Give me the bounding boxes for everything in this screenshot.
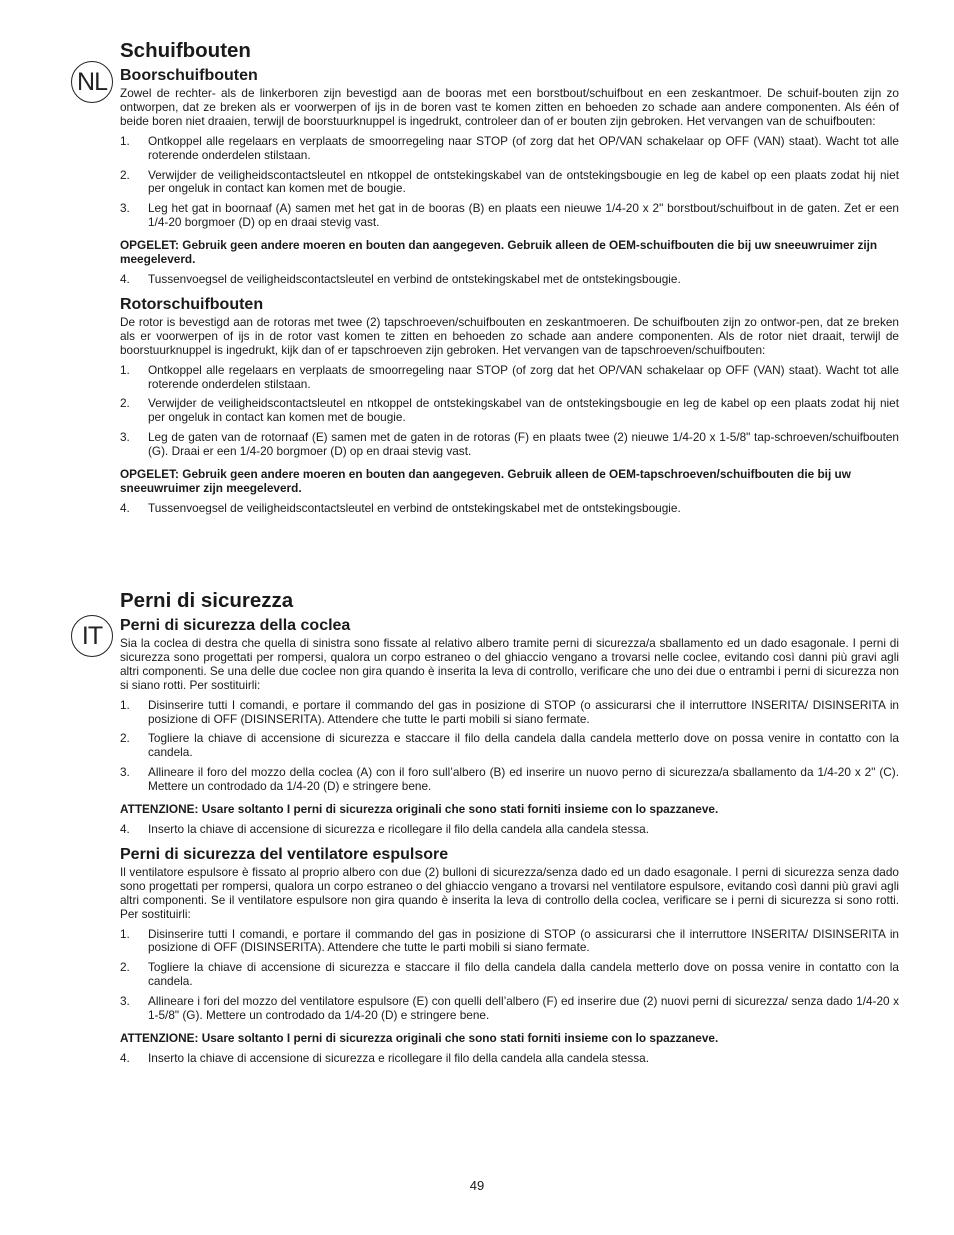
step-list-rotor-final bbox=[120, 502, 899, 516]
step-list-boor-final bbox=[120, 273, 899, 287]
step-list-ventilatore bbox=[120, 928, 899, 1023]
step-number: 1. bbox=[120, 133, 130, 148]
list-item bbox=[120, 961, 899, 989]
language-badge-it: IT bbox=[71, 615, 113, 657]
intro-paragraph-ventilatore: Il ventilatore espulsore è fissato al proprio albero con due (2) bulloni di sicurezza/senza dado ed un dado esagonale. I perni di sicurezza senza dado sono progettati per rompersi, qualora un corpo estraneo o del ghiaccio vengano a trovarsi nel ventilatore espulsore, evitando così danni più gravi agli altri componenti. Se il ventilatore espulsore non gira quando è inserita la leva di controllo della coclea, verificare se i perni di sicurezza si sono rotti. Per sostituirli: bbox=[120, 864, 899, 921]
list-item bbox=[120, 1052, 899, 1066]
list-item bbox=[120, 431, 899, 459]
step-text: Leg het gat in boornaaf (A) samen met het gat in de booras (B) en plaats een nieuwe 1/4-20 x 2" borstbout/schuifbout in de gaten. Zet er een 1/4-20 borgmoer (D) op en draai stevig vast. bbox=[148, 201, 899, 230]
list-item bbox=[120, 995, 899, 1023]
intro-paragraph-rotor: De rotor is bevestigd aan de rotoras met twee (2) tapschroeven/schuifbouten en zeskantmoeren. De schuifbouten zijn zo ontwor-pen, dat ze breken als er voorwerpen of ijs in de rotor vast komen te zitten en behoeden zo schade aan andere componenten. Als de rotor niet draait, terwijl de boorstuurknuppel is ingedrukt, kijk dan of er tapschroeven zijn gebroken. Het vervangen van de tapschroeven/schuifbouten: bbox=[120, 314, 899, 357]
list-item bbox=[120, 928, 899, 956]
step-list-boor bbox=[120, 135, 899, 230]
step-list-coclea bbox=[120, 699, 899, 794]
list-item bbox=[120, 135, 899, 163]
subsection-title-coclea: Perni di sicurezza della coclea bbox=[120, 617, 351, 634]
step-text: Leg de gaten van de rotornaaf (E) samen met de gaten in de rotoras (F) en plaats twee (2) nieuwe 1/4-20 x 1-5/8" tap-schroeven/schuifbouten (G). Draai er een 1/4-20 borgmoer (D) op en draai stevig vast. bbox=[148, 430, 899, 459]
step-number: 1. bbox=[120, 362, 130, 377]
list-item bbox=[120, 397, 899, 425]
subsection-title-boor: Boorschuifbouten bbox=[120, 67, 258, 84]
list-item bbox=[120, 823, 899, 837]
step-number: 1. bbox=[120, 697, 130, 712]
list-item bbox=[120, 502, 899, 516]
step-number: 2. bbox=[120, 167, 130, 182]
subsection-title-ventilatore: Perni di sicurezza del ventilatore espulsore bbox=[120, 845, 449, 863]
list-item bbox=[120, 364, 899, 392]
step-text: Togliere la chiave di accensione di sicurezza e staccare il filo della candela dalla candela metterlo dove on possa venire in contatto con la candela. bbox=[148, 960, 899, 989]
step-number: 3. bbox=[120, 994, 130, 1009]
list-item bbox=[120, 202, 899, 230]
step-text: Togliere la chiave di accensione di sicurezza e staccare il filo della candela dalla candela metterlo dove on possa venire in contatto con la candela. bbox=[148, 731, 899, 760]
section-nl bbox=[120, 39, 899, 516]
section-it bbox=[120, 589, 899, 1066]
step-number: 4. bbox=[120, 500, 130, 515]
step-number: 3. bbox=[120, 201, 130, 216]
step-list-rotor bbox=[120, 364, 899, 459]
step-number: 2. bbox=[120, 731, 130, 746]
step-list-coclea-final bbox=[120, 823, 899, 837]
step-text: Inserto la chiave di accensione di sicurezza e ricollegare il filo della candela alla candela stessa. bbox=[148, 821, 649, 836]
warning-paragraph-rotor: OPGELET: Gebruik geen andere moeren en bouten dan aangegeven. Gebruik alleen de OEM-tapschroeven/schuifbouten die bij uw sneeuwruimer zijn meegeleverd. bbox=[120, 467, 851, 495]
step-number: 4. bbox=[120, 821, 130, 836]
step-text: Disinserire tutti I comandi, e portare il commando del gas in posizione di STOP (o assicurarsi che il interruttore INSERITA/ DISINSERITA in posizione di OFF (DISINSERITA). Attendere che tutte le parti mobili si siano fermate. bbox=[148, 697, 899, 726]
step-number: 3. bbox=[120, 430, 130, 445]
step-text: Ontkoppel alle regelaars en verplaats de smoorregeling naar STOP (of zorg dat het OP/VAN schakelaar op OFF (VAN) staat). Wacht tot alle roterende onderdelen stilstaan. bbox=[148, 133, 899, 162]
step-text: Tussenvoegsel de veiligheidscontactsleutel en verbind de ontstekingskabel met de ontstekingsbougie. bbox=[148, 271, 681, 286]
step-number: 4. bbox=[120, 271, 130, 286]
list-item bbox=[120, 169, 899, 197]
list-item bbox=[120, 273, 899, 287]
list-item bbox=[120, 766, 899, 794]
intro-paragraph-coclea: Sia la coclea di destra che quella di sinistra sono fissate al relativo albero tramite perni di sicurezza/a sballamento ed un dado esagonale. I perni di sicurezza sono progettati per rompersi, qualora un corpo estraneo o del ghiaccio vengano a trovarsi nelle coclee, evitando così danni più gravi agli altri componenti. Se una delle due coclee non gira quando è inserita la leva di controllo, verificare che uno dei due o entrambi i perni di sicurezza non si siano rotti. Per sostituirli: bbox=[120, 636, 899, 692]
warning-paragraph-ventilatore: ATTENZIONE: Usare soltanto I perni di sicurezza originali che sono stati forniti insieme con lo spazzaneve. bbox=[120, 1030, 719, 1045]
step-text: Tussenvoegsel de veiligheidscontactsleutel en verbind de ontstekingskabel met de ontstekingsbougie. bbox=[148, 500, 681, 515]
section-title-it: Perni di sicurezza bbox=[120, 589, 294, 612]
step-number: 2. bbox=[120, 396, 130, 411]
section-title-nl: Schuifbouten bbox=[120, 39, 251, 62]
step-number: 2. bbox=[120, 960, 130, 975]
step-text: Verwijder de veiligheidscontactsleutel en ntkoppel de ontstekingskabel van de ontstekingsbougie en leg de kabel op een plaats zodat hij niet per ongeluk in contact kan komen met de bougie. bbox=[148, 167, 899, 196]
step-list-ventilatore-final bbox=[120, 1052, 899, 1066]
list-item bbox=[120, 699, 899, 727]
page-number: 49 bbox=[469, 1178, 485, 1193]
intro-paragraph-boor: Zowel de rechter- als de linkerboren zijn bevestigd aan de booras met een borstbout/schuifbout en een zeskantmoer. De schuif-bouten zijn zo ontworpen, dat ze breken als er voorwerpen of ijs in de boren vast te komen zitten en behoeden zo schade aan andere componenten. Als één of beide boren niet draaien, terwijl de boorstuurknuppel is ingedrukt, controleer dan of er bouten zijn gebroken. Het vervangen van de schuifbouten: bbox=[120, 86, 899, 128]
step-text: Inserto la chiave di accensione di sicurezza e ricollegare il filo della candela alla candela stessa. bbox=[148, 1050, 649, 1065]
step-text: Allineare i fori del mozzo del ventilatore espulsore (E) con quelli dell’albero (F) ed inserire due (2) nuovi perni di sicurezza/ senza dado 1/4-20 x 1-5/8" (G). Mettere un controdado da 1/4-20 (D) e stringere bene. bbox=[148, 994, 899, 1023]
step-text: Allineare il foro del mozzo della coclea (A) con il foro sull’albero (B) ed inserire un nuovo perno di sicurezza/a sballamento da 1/4-20 x 2" (C). Mettere un controdado da 1/4-20 (D) e stringere bene. bbox=[148, 765, 899, 794]
warning-paragraph-coclea: ATTENZIONE: Usare soltanto I perni di sicurezza originali che sono stati forniti insieme con lo spazzaneve. bbox=[120, 802, 719, 817]
list-item bbox=[120, 732, 899, 760]
step-text: Disinserire tutti I comandi, e portare il commando del gas in posizione di STOP (o assicurarsi che il interruttore INSERITA/ DISINSERITA in posizione di OFF (DISINSERITA). Attendere che tutte le parti mobili si siano fermate. bbox=[148, 926, 899, 955]
language-badge-nl: NL bbox=[71, 61, 113, 103]
subsection-title-rotor: Rotorschuifbouten bbox=[120, 295, 264, 313]
step-number: 1. bbox=[120, 926, 130, 941]
step-text: Verwijder de veiligheidscontactsleutel en ntkoppel de ontstekingskabel van de ontstekingsbougie en leg de kabel op een plaats zodat hij niet per ongeluk in contact kan komen met de bougie. bbox=[148, 396, 899, 425]
step-number: 3. bbox=[120, 765, 130, 780]
warning-paragraph-boor: OPGELET: Gebruik geen andere moeren en bouten dan aangegeven. Gebruik alleen de OEM-schuifbouten die bij uw sneeuwruimer zijn meegeleverd. bbox=[120, 238, 878, 267]
step-number: 4. bbox=[120, 1050, 130, 1065]
step-text: Ontkoppel alle regelaars en verplaats de smoorregeling naar STOP (of zorg dat het OP/VAN schakelaar op OFF (VAN) staat). Wacht tot alle roterende onderdelen stilstaan. bbox=[148, 362, 899, 391]
